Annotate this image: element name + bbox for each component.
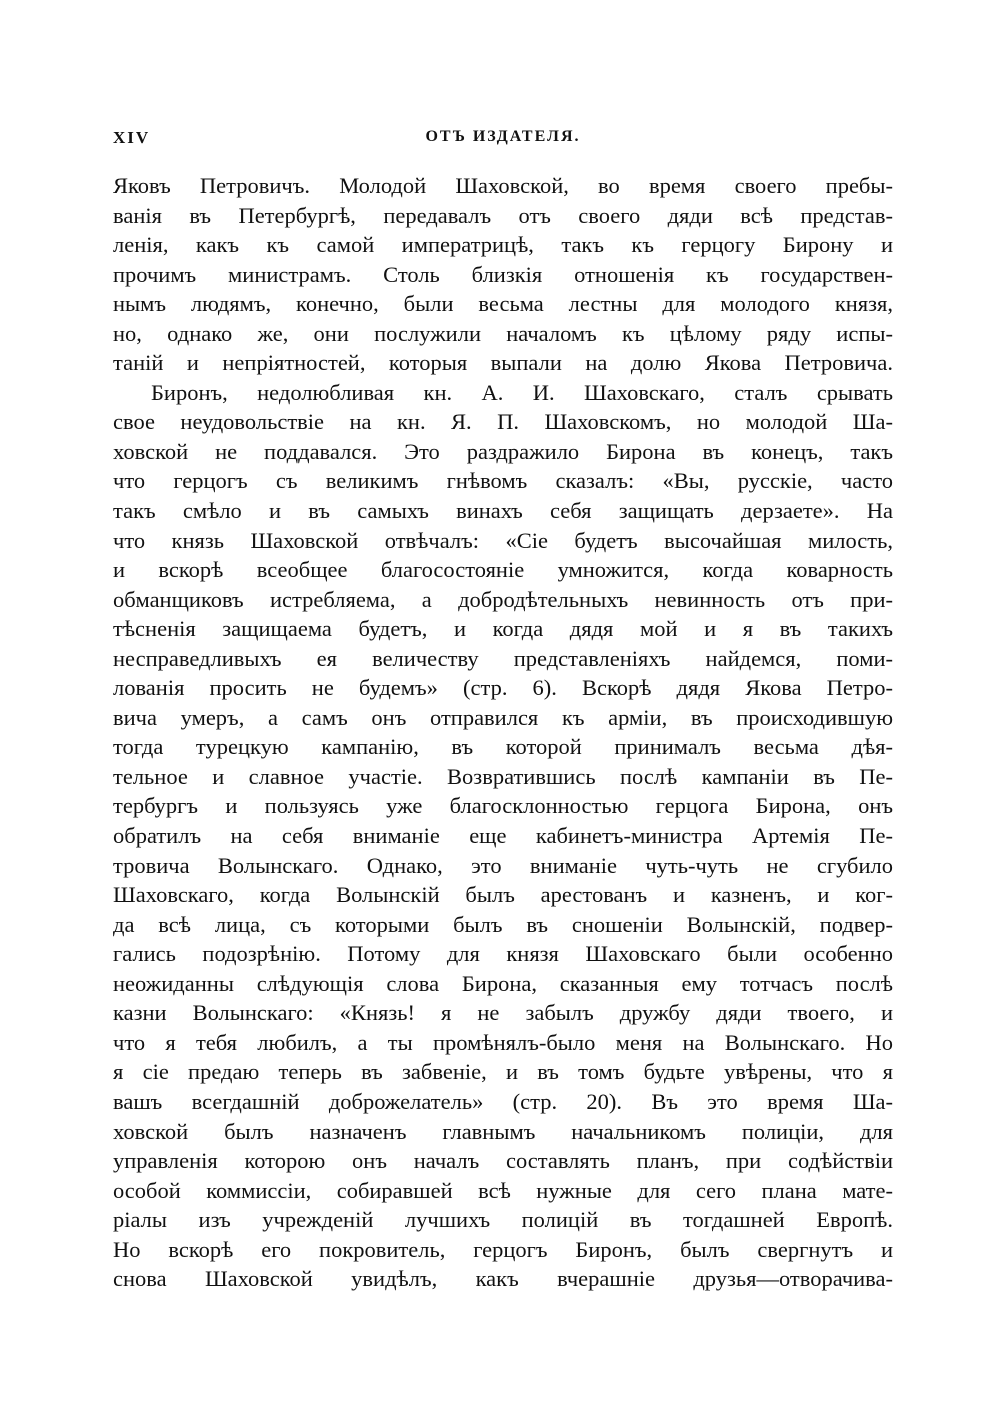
text-line: Но вскорѣ его покровитель, герцогъ Биронъ, былъ свергнутъ и	[113, 1236, 893, 1262]
text-line: Шаховскаго, когда Волынскій былъ арестованъ и казненъ, и ког-	[113, 882, 893, 908]
text-line: вича умеръ, а самъ онъ отправился къ арміи, въ происходившую	[113, 704, 893, 730]
text-line: ванія въ Петербургѣ, передавалъ отъ своего дяди всѣ представ-	[113, 202, 893, 228]
text-line: несправедливыхъ ея величеству представленіяхъ найдемся, поми-	[113, 645, 893, 671]
text-line: Биронъ, недолюбливая кн. А. И. Шаховскаго, сталъ срывать	[151, 379, 893, 405]
text-line: лованія просить не будемъ» (стр. 6). Вскорѣ дядя Якова Петро-	[113, 675, 893, 701]
text-line: тогда турецкую кампанію, въ которой принималъ весьма дѣя-	[113, 734, 893, 760]
text-line: таній и непріятностей, которыя выпали на долю Якова Петровича.	[113, 350, 893, 376]
body-text	[113, 171, 893, 1294]
text-line: но, однако же, они послужили началомъ къ цѣлому ряду испы-	[113, 320, 893, 346]
text-line: ріалы изъ учрежденій лучшихъ полицій въ тогдашней Европѣ.	[113, 1207, 893, 1233]
paragraph-1	[113, 171, 893, 378]
text-line: прочимъ министрамъ. Столь близкія отношенія къ государствен-	[113, 261, 893, 287]
text-line: нымъ людямъ, конечно, были весьма лестны для молодого князя,	[113, 291, 893, 317]
text-line: гались подозрѣнію. Потому для князя Шаховскаго были особенно	[113, 941, 893, 967]
text-line: обратилъ на себя вниманіе еще кабинетъ-министра Артемія Пе-	[113, 823, 893, 849]
text-line: тельное и славное участіе. Возвратившись послѣ кампаніи въ Пе-	[113, 763, 893, 789]
text-line: тровича Волынскаго. Однако, это вниманіе чуть-чуть не сгубило	[113, 852, 893, 878]
text-line: да всѣ лица, съ которыми былъ въ сношеніи Волынскій, подвер-	[113, 911, 893, 937]
text-line: такъ смѣло и въ самыхъ винахъ себя защищать дерзаете». На	[113, 498, 893, 524]
text-line: управленія которою онъ началъ составлять планъ, при содѣйствіи	[113, 1148, 893, 1174]
text-line: что герцогъ съ великимъ гнѣвомъ сказалъ: «Вы, русскіе, часто	[113, 468, 893, 494]
text-line: тѣсненія защищаема будетъ, и когда дядя мой и я въ такихъ	[113, 616, 893, 642]
text-line: и вскорѣ всеобщее благосостояніе умножится, когда коварность	[113, 557, 893, 583]
text-line: тербургъ и пользуясь уже благосклонностью герцога Бирона, онъ	[113, 793, 893, 819]
page-header	[113, 128, 893, 158]
text-line: снова Шаховской увидѣлъ, какъ вчерашніе друзья—отворачива-	[113, 1266, 893, 1292]
page-number: XIV	[113, 128, 151, 147]
text-line: вашъ всегдашній доброжелатель» (стр. 20). Въ это время Ша-	[113, 1088, 893, 1114]
text-line: ленія, какъ къ самой императрицѣ, такъ къ герцогу Бирону и	[113, 232, 893, 258]
running-title: ОТЪ ИЗДАТЕЛЯ.	[425, 128, 581, 145]
paragraph-2	[113, 378, 893, 1294]
text-line: неожиданны слѣдующія слова Бирона, сказанныя ему тотчасъ послѣ	[113, 970, 893, 996]
text-line: обманщиковъ истребляема, а добродѣтельныхъ невинность отъ при-	[113, 586, 893, 612]
text-line: ховской не поддавался. Это раздражило Бирона въ конецъ, такъ	[113, 438, 893, 464]
text-line: казни Волынскаго: «Князь! я не забылъ дружбу дяди твоего, и	[113, 1000, 893, 1026]
text-line: Яковъ Петровичъ. Молодой Шаховской, во время своего пребы-	[113, 173, 893, 198]
text-line: что князь Шаховской отвѣчалъ: «Сіе будетъ высочайшая милость,	[113, 527, 893, 553]
text-line: особой коммиссіи, собиравшей всѣ нужные для сего плана мате-	[113, 1177, 893, 1203]
text-line: свое неудовольствіе на кн. Я. П. Шаховскомъ, но молодой Ша-	[113, 409, 893, 435]
text-line: я сіе предаю теперь въ забвеніе, и въ томъ будьте увѣрены, что я	[113, 1059, 893, 1085]
text-line: ховской былъ назначенъ главнымъ начальникомъ полиціи, для	[113, 1118, 893, 1144]
text-line: что я тебя любилъ, а ты промѣнялъ-было меня на Волынскаго. Но	[113, 1029, 893, 1055]
